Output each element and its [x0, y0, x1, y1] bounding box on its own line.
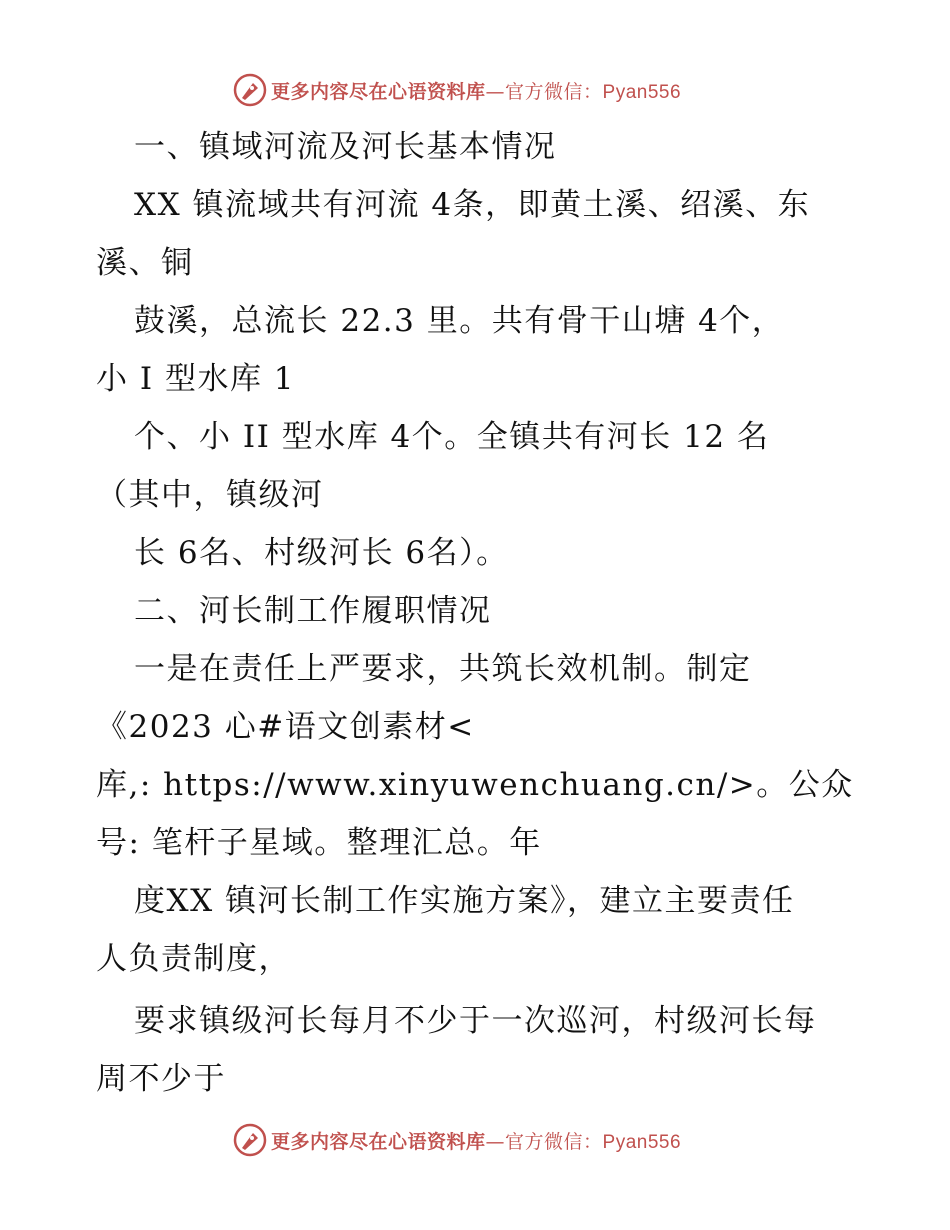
banner-text: 更多内容尽在心语资料库—官方微信：Pyan556 — [271, 1130, 682, 1153]
paragraph-line: 要求镇级河长每月不少于一次巡河，村级河长每 — [134, 1003, 817, 1039]
paragraph-line: 号: 笔杆子星域。整理汇总。年 — [96, 825, 542, 861]
paragraph-line: 《2023 心#语文创素材< — [96, 709, 475, 745]
heading-section-1: 一、镇域河流及河长基本情况 — [134, 129, 557, 165]
banner-text: 更多内容尽在心语资料库—官方微信：Pyan556 — [271, 80, 682, 103]
paragraph-line: 周不少于 — [96, 1061, 226, 1097]
pen-nib-logo-icon — [233, 73, 267, 107]
header-watermark-banner — [233, 70, 681, 110]
paragraph-line: 度XX 镇河长制工作实施方案》，建立主要责任 — [134, 883, 795, 919]
paragraph-line: 溪、铜 — [96, 245, 194, 281]
paragraph-line: （其中，镇级河 — [96, 477, 324, 513]
paragraph-line: 一是在责任上严要求，共筑长效机制。制定 — [134, 651, 752, 687]
heading-section-2: 二、河长制工作履职情况 — [134, 593, 492, 629]
paragraph-line: 小 I 型水库 1 — [96, 361, 296, 397]
footer-watermark-banner — [233, 1120, 681, 1160]
paragraph-line: 人负责制度， — [96, 941, 291, 977]
paragraph-line: 库,: https://www.xinyuwenchuang.cn/>。公众 — [96, 767, 854, 803]
paragraph-line: XX 镇流域共有河流 4条，即黄土溪、绍溪、东 — [134, 187, 811, 223]
pen-nib-logo-icon — [233, 1123, 267, 1157]
paragraph-line: 长 6名、村级河长 6名）。 — [134, 535, 509, 571]
paragraph-line: 鼓溪，总流长 22.3 里。共有骨干山塘 4个， — [134, 303, 785, 339]
paragraph-line: 个、小 II 型水库 4个。全镇共有河长 12 名 — [134, 419, 770, 455]
